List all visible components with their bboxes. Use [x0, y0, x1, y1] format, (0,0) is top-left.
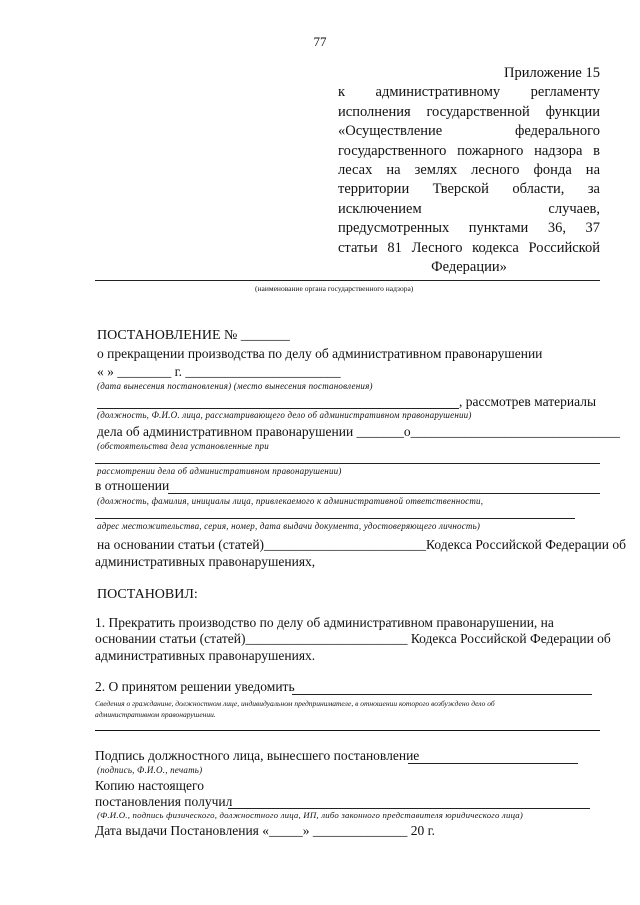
- copy-label-2: постановления получил: [95, 794, 233, 809]
- authority-line: [95, 280, 600, 281]
- appendix-line: территории Тверской области, за: [338, 181, 600, 198]
- issue-date-line: Дата выдачи Постановления «_____» ______________ 20 г.: [95, 823, 436, 838]
- person-caption: (должность, фамилия, инициалы лица, привлекаемого к административной ответственности,: [97, 496, 484, 506]
- appendix-line: «Осуществление федерального: [338, 123, 600, 140]
- decree-heading: ПОСТАНОВЛЕНИЕ № _______: [97, 328, 290, 343]
- address-line: [95, 518, 575, 519]
- circumstances-caption: (обстоятельства дела установленные при: [97, 441, 269, 451]
- appendix-block: [338, 64, 600, 277]
- notify-caption-1: Сведения о гражданине, должностном лице, индивидуальном предпринимателе, в отношении которого возбуждено дело об: [95, 699, 495, 708]
- appendix-title: Приложение 15: [504, 65, 600, 81]
- date-place-caption: (дата вынесения постановления) (место вынесения постановления): [97, 381, 373, 391]
- basis-line: на основании статьи (статей)________________________Кодекса Российской Федерации об: [97, 537, 626, 552]
- authority-caption: (наименование органа государственного надзора): [255, 284, 414, 293]
- official-sign-line: [408, 763, 578, 764]
- copy-caption: (Ф.И.О., подпись физического, должностного лица, ИП, либо законного представителя юридического лица): [97, 810, 524, 820]
- copy-label-1: Копию настоящего: [95, 778, 204, 793]
- circumstances-line: [95, 463, 600, 464]
- resolved-item2: 2. О принятом решении уведомить: [95, 679, 295, 694]
- official-sign-caption: (подпись, Ф.И.О., печать): [97, 765, 203, 775]
- reviewed-text: , рассмотрев материалы: [459, 394, 597, 409]
- appendix-line: исполнения государственной функции: [338, 103, 600, 120]
- resolved-item1-line1: 1. Прекратить производство по делу об административном правонарушении, на: [95, 615, 554, 630]
- resolved-item1-line2: основании статьи (статей)________________________ Кодекса Российской Федерации об: [95, 631, 611, 646]
- section-divider: [95, 730, 600, 731]
- official-caption: (должность, Ф.И.О. лица, рассматривающего дело об административном правонарушении): [97, 410, 472, 420]
- basis-line-2: административных правонарушениях,: [95, 554, 316, 569]
- appendix-line: исключением случаев,: [338, 200, 600, 217]
- consideration-caption: рассмотрении дела об административном правонарушении): [97, 466, 342, 476]
- regarding-label: в отношении: [95, 478, 170, 493]
- notify-line: [292, 694, 592, 695]
- notify-caption-2: административном правонарушении.: [95, 710, 216, 719]
- regarding-line: [168, 493, 600, 494]
- appendix-line: к административному регламенту: [338, 84, 600, 101]
- appendix-line: предусмотренных пунктами 36, 37: [338, 220, 600, 237]
- page-number: 77: [313, 34, 327, 49]
- resolved-item1-line3: административных правонарушениях.: [95, 648, 316, 663]
- appendix-line: лесах на землях лесного фонда на: [338, 162, 600, 179]
- date-place-line: « » ________ г. _______________________: [97, 364, 341, 379]
- appendix-line: государственного пожарного надзора в: [338, 142, 600, 159]
- copy-sign-line: [228, 808, 590, 809]
- decree-subject: о прекращении производства по делу об административном правонарушении: [97, 346, 543, 361]
- official-sign-label: Подпись должностного лица, вынесшего постановление: [95, 748, 420, 763]
- appendix-line: статьи 81 Лесного кодекса Российской: [338, 239, 600, 256]
- case-line: дела об административном правонарушении _______о_______________________________: [97, 424, 620, 439]
- official-line: [97, 408, 459, 409]
- appendix-line: Федерации»: [431, 259, 507, 276]
- address-caption: адрес местожительства, серия, номер, дата выдачи документа, удостоверяющего личность): [97, 521, 481, 531]
- resolved-heading: ПОСТАНОВИЛ:: [97, 587, 198, 602]
